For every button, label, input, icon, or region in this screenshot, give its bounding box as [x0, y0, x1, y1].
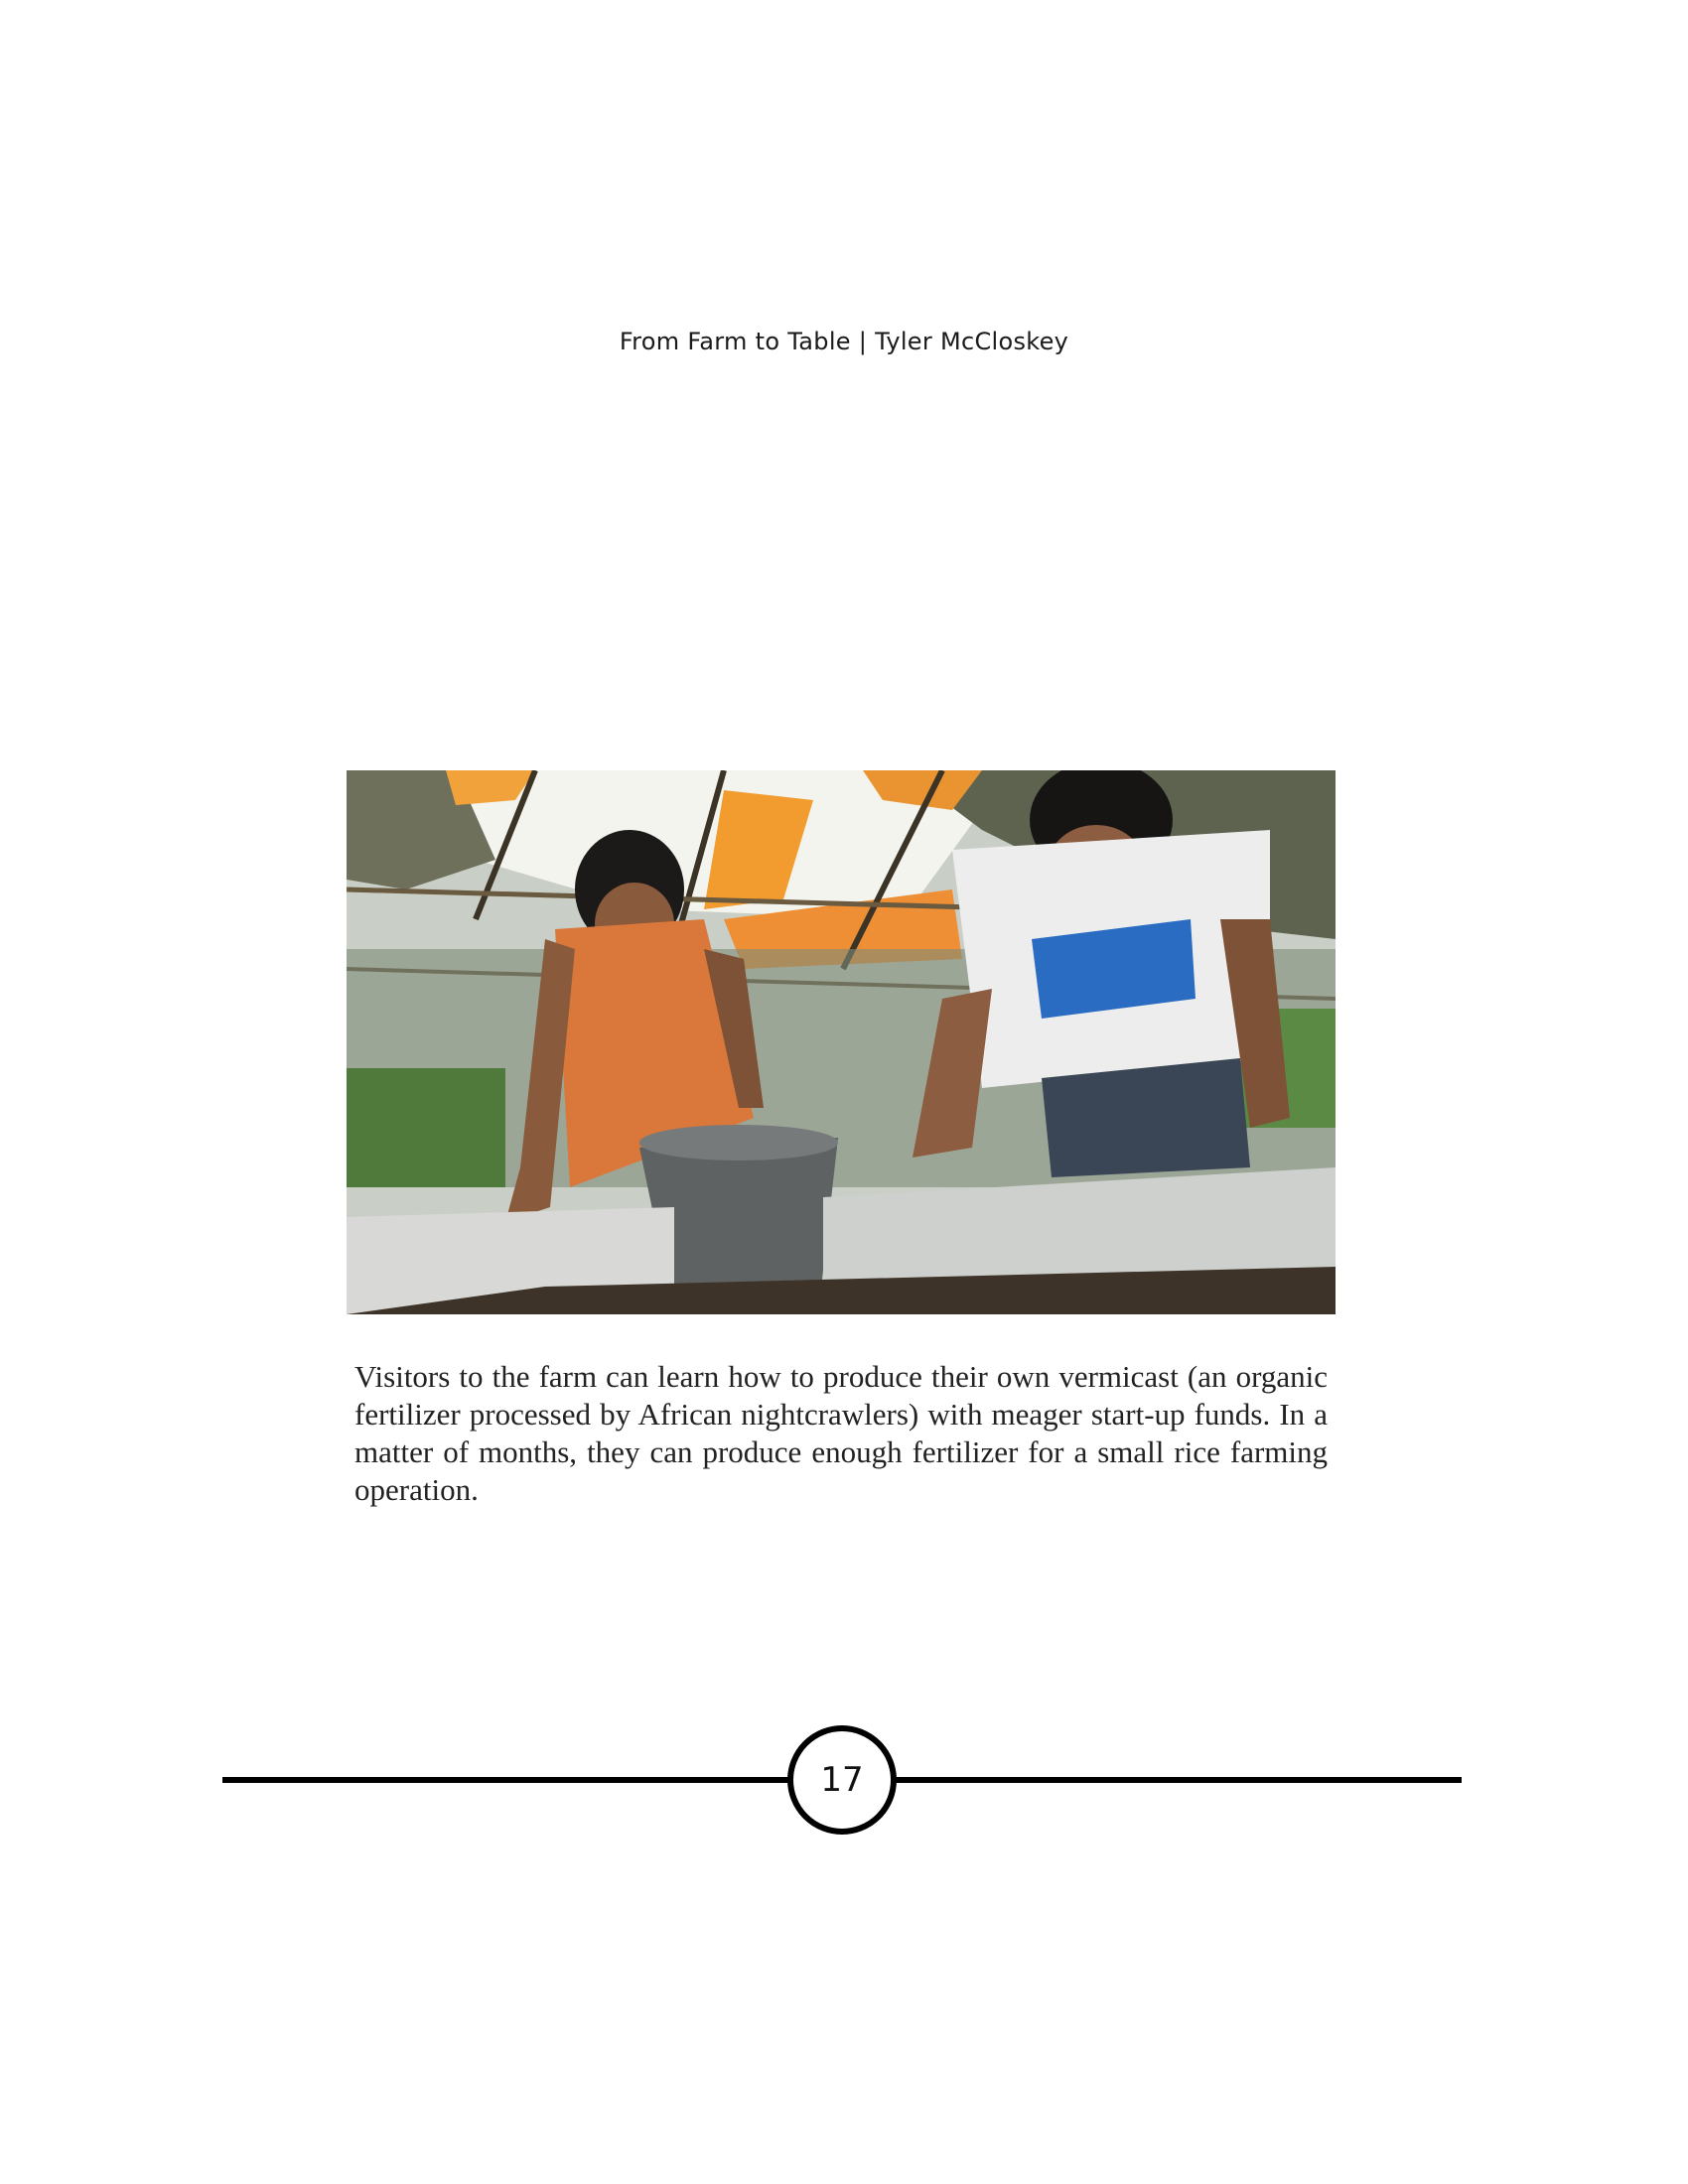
- photo-caption: Visitors to the farm can learn how to produce their own vermicast (an organic fertilizer processed by African nightcrawlers) with meager start-up funds. In a matter of months, they can produce enough fertilizer for a small rice farming operation.: [354, 1359, 1328, 1507]
- running-header: From Farm to Table | Tyler McCloskey: [619, 328, 1069, 355]
- footer-rule-right: [892, 1777, 1462, 1783]
- page-number: 17: [820, 1760, 864, 1800]
- footer-rule-left: [222, 1777, 792, 1783]
- page-number-badge: [787, 1725, 897, 1835]
- farm-photo-illustration: [347, 770, 1336, 1314]
- vermicast-farm-photo: [347, 770, 1336, 1314]
